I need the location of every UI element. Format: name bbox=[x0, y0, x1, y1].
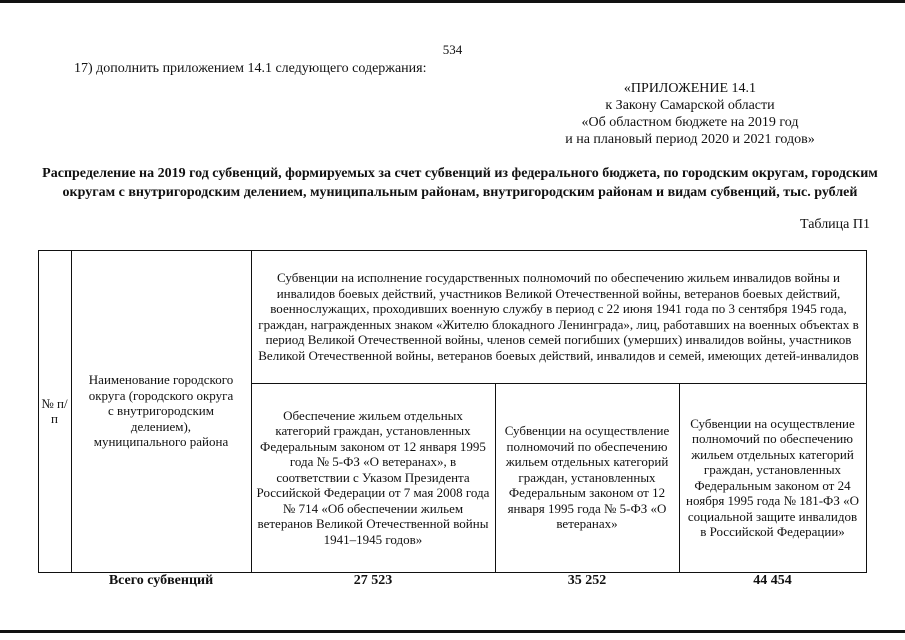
appendix-period: и на плановый период 2020 и 2021 годов» bbox=[565, 132, 815, 147]
column-name-header: Наименование городского округа (городского округа с внутригородским делением), муниципального района bbox=[88, 372, 234, 450]
subcolumn-1-header: Обеспечение жильем отдельных категорий граждан, установленных Федеральным законом от 12 января 1995 года № 5-ФЗ «О ветеранах», в соответствии с Указом Президента Российской Федерации от 7 мая 2008 года № 714 «Об обеспечении жильем ветеранов Великой Отечественной войны 1941–1945 годов» bbox=[256, 407, 490, 547]
table-border-right bbox=[866, 250, 867, 572]
total-subcolumn-2: 35 252 bbox=[567, 573, 607, 588]
appendix-block bbox=[500, 80, 880, 148]
top-rule bbox=[0, 0, 905, 3]
total-subcolumn-3: 44 454 bbox=[753, 573, 792, 588]
table-border-top bbox=[38, 250, 867, 251]
table-border-left bbox=[38, 250, 39, 572]
column-divider bbox=[71, 250, 72, 572]
group-divider bbox=[251, 383, 867, 384]
total-label: Всего субвенций bbox=[108, 573, 214, 588]
table-label: Таблица П1 bbox=[800, 217, 870, 232]
column-divider bbox=[679, 383, 680, 572]
appendix-budget: «Об областном бюджете на 2019 год bbox=[581, 115, 799, 130]
appendix-title: «ПРИЛОЖЕНИЕ 14.1 bbox=[623, 81, 757, 96]
group-header: Субвенции на исполнение государственных полномочий по обеспечению жильем инвалидов войны и инвалидов боевых действий, участников Великой Отечественной войны, ветеранов боевых действий, военнослужащих, проходивших военную службу в период с 22 июня 1941 года по 3 сентября 1945 года, граждан, награжденных знаком «Жителю блокадного Ленинграда», лиц, работавших на военных объектах в период Великой Отечественной войны, членов семей погибших (умерших) инвалидов войны, участников Великой Отечественной войны, ветеранов боевых действий, инвалидов и семей, имеющих детей-инвалидов bbox=[258, 270, 859, 363]
subcolumn-3-header: Субвенции на осуществление полномочий по обеспечению жильем отдельных категорий граждан, установленных Федеральным законом от 24 ноября 1995 года № 181-ФЗ «О социальной защите инвалидов в Российской Федерации» bbox=[686, 415, 859, 539]
subcolumn-2-header: Субвенции на осуществление полномочий по обеспечению жильем отдельных категорий граждан, установленных Федеральным законом от 12 января 1995 года № 5-ФЗ «О ветеранах» bbox=[504, 423, 670, 532]
document-heading: Распределение на 2019 год субвенций, формируемых за счет субвенций из федерального бюджета, по городским округам, городским округам с внутригородским делением, муниципальным районам, внутригородским районам и видам субвенций, тыс. рублей bbox=[42, 166, 878, 200]
page-number: 534 bbox=[442, 42, 463, 57]
column-divider bbox=[495, 383, 496, 572]
intro-line: 17) дополнить приложением 14.1 следующего содержания: bbox=[74, 61, 427, 76]
total-subcolumn-1: 27 523 bbox=[353, 573, 393, 588]
column-divider bbox=[251, 250, 252, 572]
column-number-header: № п/п bbox=[41, 395, 68, 426]
appendix-law: к Закону Самарской области bbox=[605, 98, 775, 113]
bottom-rule bbox=[0, 630, 905, 633]
